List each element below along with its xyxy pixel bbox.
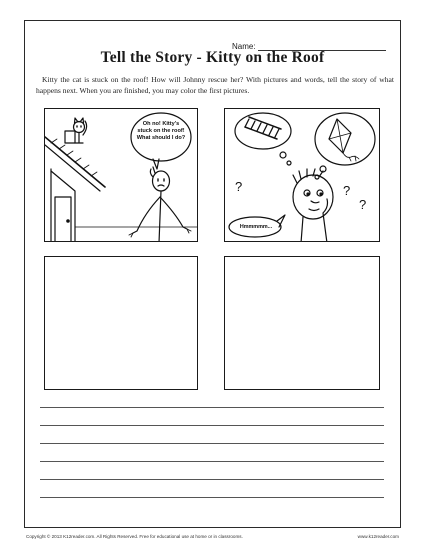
panel-2-speech: Hmmmmm... <box>239 224 273 230</box>
svg-text:?: ? <box>343 183 351 198</box>
writing-line-3[interactable] <box>40 443 384 444</box>
story-panel-4-blank[interactable] <box>224 256 380 390</box>
instructions-text: Kitty the cat is stuck on the roof! How will Johnny rescue her? With pictures and words, tell the story of what happens next. When you are finished, you may color the first pictures. <box>36 75 394 95</box>
panel-1-speech: Oh no! Kitty's stuck on the roof! What should I do? <box>136 121 186 141</box>
story-panel-1 <box>44 108 198 242</box>
svg-text:?: ? <box>235 179 243 194</box>
writing-line-4[interactable] <box>40 461 384 462</box>
panel-2-illustration <box>225 109 380 242</box>
writing-line-6[interactable] <box>40 497 384 498</box>
story-panel-2 <box>224 108 380 242</box>
writing-line-5[interactable] <box>40 479 384 480</box>
writing-line-1[interactable] <box>40 407 384 408</box>
writing-line-2[interactable] <box>40 425 384 426</box>
story-panel-3-blank[interactable] <box>44 256 198 390</box>
footer-copyright: Copyright © 2013 K12reader.com. All Rights Reserved. Free for educational use at home or in classrooms. <box>26 534 243 539</box>
footer-website[interactable]: www.k12reader.com <box>357 534 399 539</box>
worksheet-title: Tell the Story - Kitty on the Roof <box>100 49 325 66</box>
name-label: Name: <box>232 42 256 51</box>
svg-text:?: ? <box>359 197 367 212</box>
